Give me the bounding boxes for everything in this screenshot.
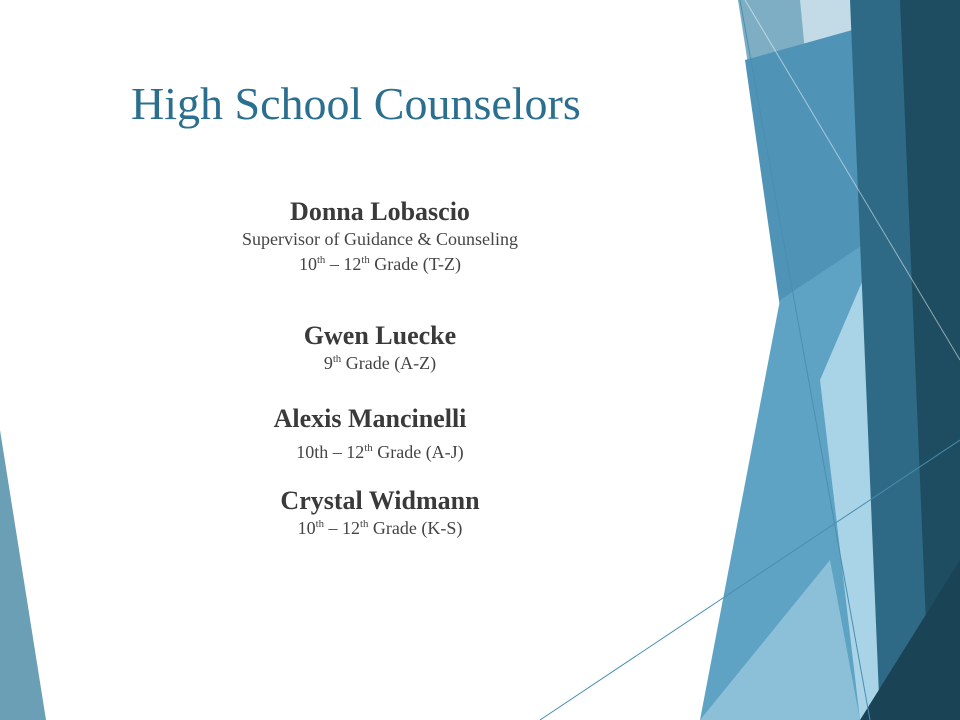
counselor-name: Crystal Widmann <box>280 486 480 515</box>
counselor-crystal <box>230 485 530 541</box>
counselor-name: Gwen Luecke <box>303 321 457 350</box>
counselor-grade: 10th – 12th Grade (A-J) <box>296 442 464 462</box>
slide-title: High School Counselors <box>131 78 581 129</box>
counselor-role: Supervisor of Guidance & Counseling <box>242 229 518 250</box>
counselor-grade: 10th – 12th Grade (K-S) <box>297 518 463 539</box>
counselor-alexis-grade <box>230 440 530 465</box>
counselor-gwen <box>230 320 530 376</box>
counselor-name: Donna Lobascio <box>290 197 470 226</box>
counselor-alexis <box>225 403 515 434</box>
left-accent-shape <box>0 430 46 720</box>
counselor-grade: 10th – 12th Grade (T-Z) <box>298 254 462 275</box>
counselor-name: Alexis Mancinelli <box>273 404 467 433</box>
counselor-grade: 9th Grade (A-Z) <box>323 353 437 374</box>
counselor-donna <box>160 196 600 278</box>
